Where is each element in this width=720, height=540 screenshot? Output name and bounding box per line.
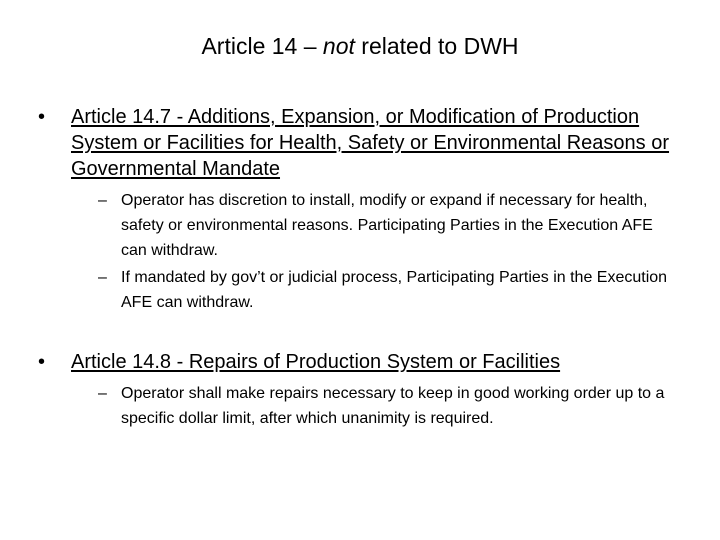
sub-bullet-text: Operator shall make repairs necessary to keep in good working order up to a specific dollar limit, after which unanimity is required. — [121, 385, 665, 427]
bullet-marker: • — [38, 106, 46, 128]
sub-bullet-list — [98, 381, 678, 431]
bullet-text-article-14-8: Article 14.8 - Repairs of Production System or Facilities — [71, 351, 561, 373]
sub-bullet-text: Operator has discretion to install, modify or expand if necessary for health, safety or environmental reasons. Participating Parties in the Execution AFE can withdraw. — [121, 192, 653, 259]
sub-bullet-marker: – — [98, 385, 107, 402]
bullet-item — [38, 104, 678, 182]
sub-bullet-list — [98, 188, 678, 315]
bullet-text-article-14-7: Article 14.7 - Additions, Expansion, or Modification of Production System or Facilities for Health, Safety or Environmental Reasons or Governmental Mandate — [71, 106, 670, 180]
sub-bullet-item — [98, 381, 678, 431]
sub-bullet-text: If mandated by gov’t or judicial process, Participating Parties in the Execution AFE can withdraw. — [121, 269, 668, 311]
bullet-group — [38, 349, 678, 431]
slide-title — [0, 30, 720, 62]
bullet-list — [38, 104, 678, 433]
sub-bullet-item — [98, 188, 678, 263]
title-prefix: Article 14 – — [201, 33, 323, 59]
title-suffix: related to DWH — [354, 33, 519, 59]
bullet-marker: • — [38, 351, 46, 373]
bullet-item — [38, 349, 678, 375]
bullet-group — [38, 104, 678, 315]
sub-bullet-marker: – — [98, 192, 107, 209]
sub-bullet-marker: – — [98, 269, 107, 286]
title-emphasis: not — [322, 33, 355, 59]
sub-bullet-item — [98, 265, 678, 315]
